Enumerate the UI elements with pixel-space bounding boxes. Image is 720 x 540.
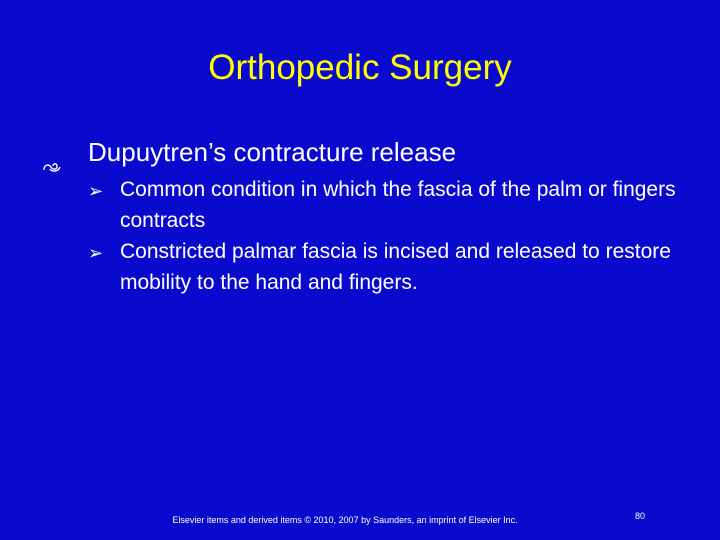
page-number: 80 <box>634 511 645 521</box>
subbullet-text: Common condition in which the fascia of the palm or fingers contracts <box>120 178 676 232</box>
slide-title: Orthopedic Surgery <box>208 48 512 87</box>
arrow-bullet-icon: ➢ <box>88 243 104 263</box>
subbullet-list <box>88 174 688 298</box>
copyright-footer: Elsevier items and derived items © 2010, 2007 by Saunders, an imprint of Elsevier Inc. <box>172 515 518 525</box>
arrow-bullet-icon: ➢ <box>88 181 104 201</box>
subbullet-item <box>88 174 688 236</box>
subbullet-text: Constricted palmar fascia is incised and released to restore mobility to the hand and fingers. <box>120 240 671 294</box>
flourish-bullet-icon <box>42 136 88 180</box>
bullet-text: Dupuytren’s contracture release <box>88 137 457 167</box>
subbullet-item <box>88 236 688 298</box>
